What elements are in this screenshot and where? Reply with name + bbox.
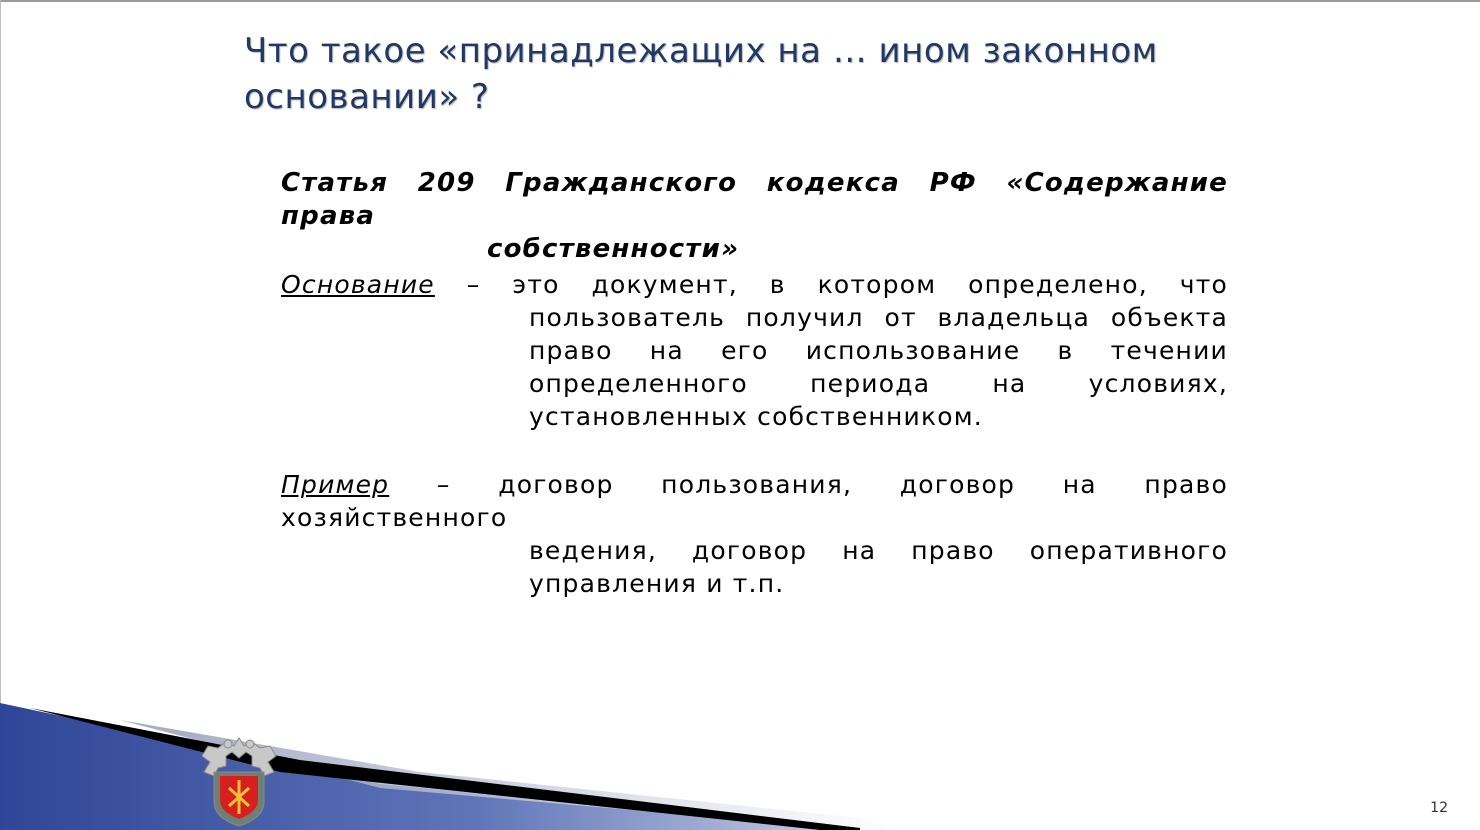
- article-line-2: собственности»: [487, 234, 740, 264]
- osnovanie-line-1: – это документ, в котором определено, что: [434, 270, 1228, 299]
- slide-title: Что такое «принадлежащих на … ином законном основании» ?: [244, 31, 1158, 117]
- coat-of-arms-emblem: [196, 732, 282, 828]
- primer-line-2: ведения, договор на право оперативного: [529, 536, 1228, 565]
- term-osnovanie: Основание: [281, 270, 435, 299]
- article-line-1: Статья 209 Гражданского кодекса РФ «Содержание права: [281, 168, 1228, 231]
- example-primer: [281, 468, 1228, 600]
- primer-line-3: управления и т.п.: [529, 569, 785, 598]
- article-reference: [281, 167, 1228, 266]
- osnovanie-line-5: установленных собственником.: [529, 402, 983, 431]
- osnovanie-line-3: право на его использование в течении: [529, 336, 1228, 365]
- osnovanie-line-2: пользователь получил от владельца объекта: [529, 303, 1228, 332]
- osnovanie-line-4: определенного периода на условиях,: [529, 369, 1228, 398]
- definition-osnovanie: [281, 268, 1228, 433]
- top-border: [0, 0, 1480, 2]
- term-primer: Пример: [281, 470, 390, 499]
- primer-line-1: – договор пользования, договор на право хозяйственного: [281, 470, 1228, 532]
- slide-number: 12: [1430, 800, 1448, 816]
